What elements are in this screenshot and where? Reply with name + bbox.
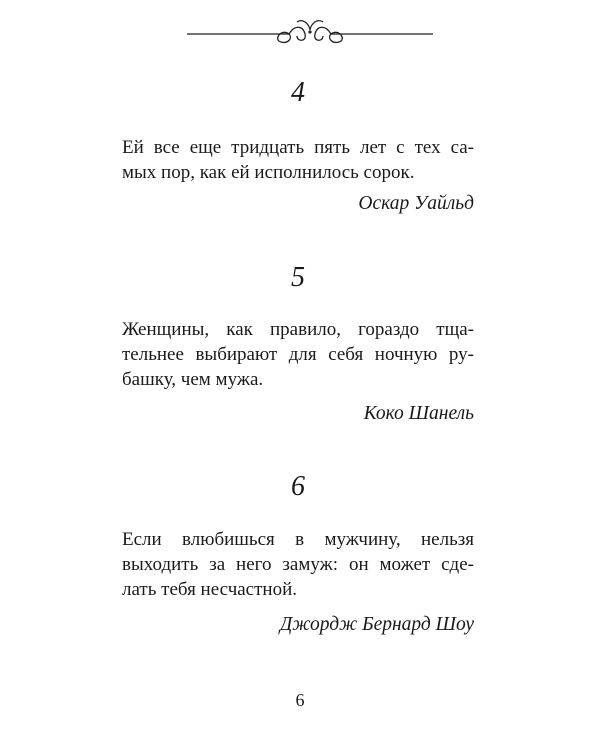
page-number: 6 bbox=[295, 690, 305, 710]
aphorism-author: Джордж Бернард Шоу bbox=[279, 614, 474, 635]
aphorism-number: 6 bbox=[291, 471, 305, 502]
quote-line: башку, чем мужа. bbox=[122, 369, 264, 390]
aphorism-author: Оскар Уайльд bbox=[358, 193, 474, 214]
aphorism-number: 4 bbox=[291, 77, 305, 108]
aphorism-text bbox=[122, 527, 474, 602]
aphorism-4 bbox=[122, 78, 474, 217]
quote-line: Женщины, как правило, гораздо тща- bbox=[122, 319, 474, 340]
aphorism-5 bbox=[122, 263, 474, 427]
quote-line: лать тебя несчастной. bbox=[122, 579, 297, 600]
aphorism-text bbox=[122, 135, 474, 185]
aphorism-text bbox=[122, 317, 474, 392]
aphorism-author: Коко Шанель bbox=[363, 403, 474, 424]
decorative-ornament-icon bbox=[185, 14, 435, 48]
quote-line: выходить за него замуж: он может сде- bbox=[122, 554, 474, 575]
aphorism-number: 5 bbox=[291, 262, 305, 293]
quote-line: тельнее выбирают для себя ночную ру- bbox=[122, 344, 474, 365]
aphorism-6 bbox=[122, 472, 474, 638]
quote-line: мых пор, как ей исполнилось сорок. bbox=[122, 162, 415, 183]
quote-line: Если влюбишься в мужчину, нельзя bbox=[122, 529, 474, 550]
quote-line: Ей все еще тридцать пять лет с тех са- bbox=[122, 137, 474, 158]
